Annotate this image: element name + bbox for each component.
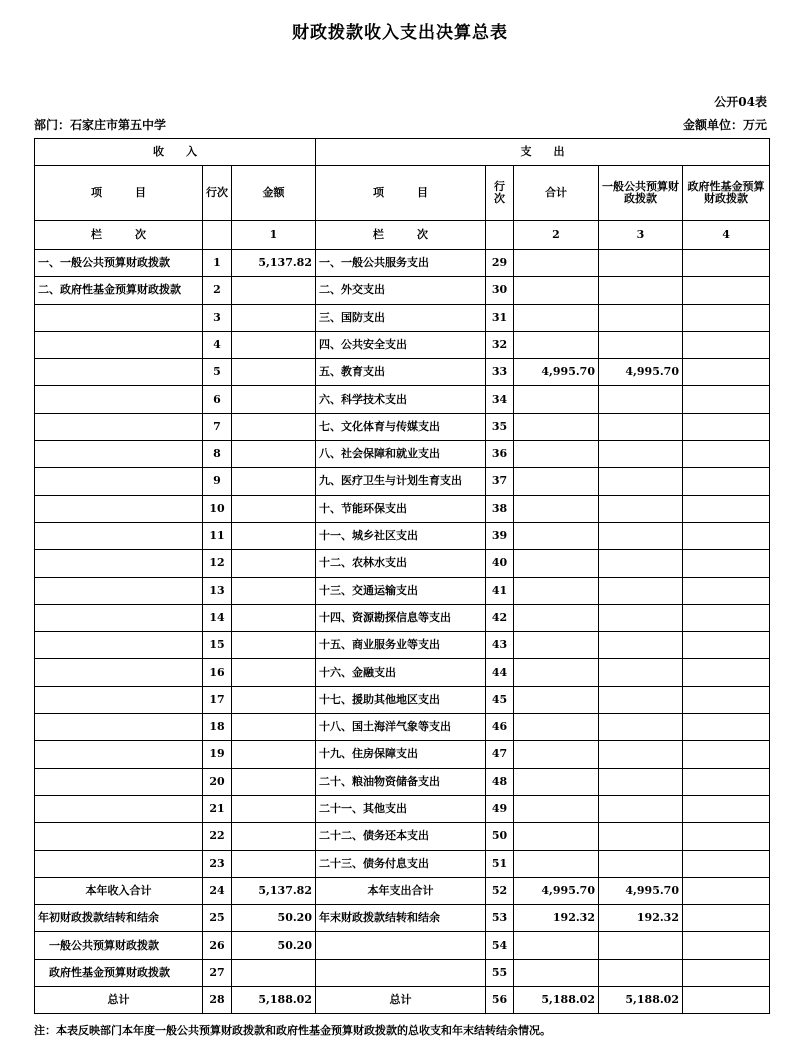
general-budget-amount-cell — [599, 795, 683, 822]
general-budget-amount-cell: 4,995.70 — [599, 877, 683, 904]
table-row — [35, 877, 770, 904]
table-row — [35, 522, 770, 549]
income-line-no-cell: 21 — [203, 795, 232, 822]
table-row — [35, 932, 770, 959]
expenditure-total-cell — [514, 741, 599, 768]
income-line-no-cell: 3 — [203, 304, 232, 331]
expenditure-item-cell: 本年支出合计 — [316, 877, 486, 904]
expenditure-line-no-cell: 42 — [486, 604, 514, 631]
gov-fund-amount-cell — [683, 741, 770, 768]
expenditure-item-header: 项 目 — [316, 166, 486, 221]
income-amount-cell — [232, 659, 316, 686]
table-row — [35, 250, 770, 277]
income-item-cell — [35, 359, 203, 386]
income-item-cell — [35, 304, 203, 331]
expenditure-total-cell — [514, 495, 599, 522]
general-budget-header: 一般公共预算财政拨款 — [599, 166, 683, 221]
general-budget-amount-cell — [599, 250, 683, 277]
general-budget-amount-cell — [599, 604, 683, 631]
income-amount-cell — [232, 741, 316, 768]
gov-fund-amount-cell — [683, 359, 770, 386]
expenditure-line-no-cell: 52 — [486, 877, 514, 904]
income-item-cell — [35, 823, 203, 850]
table-row — [35, 413, 770, 440]
expenditure-line-no-cell: 55 — [486, 959, 514, 986]
income-line-no-cell: 9 — [203, 468, 232, 495]
expenditure-line-no-cell: 30 — [486, 277, 514, 304]
gov-fund-amount-cell — [683, 932, 770, 959]
income-line-no-cell: 14 — [203, 604, 232, 631]
expenditure-line-no-cell: 35 — [486, 413, 514, 440]
form-code: 公开04表 — [714, 95, 767, 109]
income-item-cell: 总计 — [35, 987, 203, 1014]
income-amount-cell — [232, 468, 316, 495]
income-item-cell: 二、政府性基金预算财政拨款 — [35, 277, 203, 304]
gov-fund-amount-cell — [683, 850, 770, 877]
general-budget-amount-cell — [599, 659, 683, 686]
expenditure-total-cell — [514, 550, 599, 577]
income-item-cell — [35, 632, 203, 659]
income-line-no-cell: 19 — [203, 741, 232, 768]
expenditure-item-cell: 十八、国土海洋气象等支出 — [316, 714, 486, 741]
expenditure-line-no-cell: 54 — [486, 932, 514, 959]
expenditure-total-cell — [514, 277, 599, 304]
expenditure-line-no-cell: 48 — [486, 768, 514, 795]
general-budget-amount-cell — [599, 304, 683, 331]
income-amount-cell: 5,137.82 — [232, 877, 316, 904]
income-line-no-cell: 15 — [203, 632, 232, 659]
income-amount-cell — [232, 359, 316, 386]
expenditure-total-cell: 5,188.02 — [514, 987, 599, 1014]
table-row — [35, 604, 770, 631]
income-amount-cell — [232, 604, 316, 631]
report-title: 财政拨款收入支出决算总表 — [292, 23, 508, 43]
expenditure-item-cell: 二、外交支出 — [316, 277, 486, 304]
table-row — [35, 550, 770, 577]
column-number-3: 3 — [599, 221, 683, 250]
income-amount-cell — [232, 795, 316, 822]
income-item-cell — [35, 331, 203, 358]
income-line-no-cell: 12 — [203, 550, 232, 577]
expenditure-total-cell — [514, 659, 599, 686]
income-item-cell — [35, 850, 203, 877]
income-line-no-cell: 24 — [203, 877, 232, 904]
table-row — [35, 441, 770, 468]
income-line-no-cell: 1 — [203, 250, 232, 277]
table-row — [35, 304, 770, 331]
general-budget-amount-cell — [599, 959, 683, 986]
expenditure-line-no-cell: 37 — [486, 468, 514, 495]
general-budget-amount-cell — [599, 550, 683, 577]
income-amount-cell — [232, 441, 316, 468]
expenditure-total-cell — [514, 250, 599, 277]
table-row — [35, 795, 770, 822]
income-line-no-cell: 20 — [203, 768, 232, 795]
expenditure-item-cell — [316, 932, 486, 959]
expenditure-item-cell: 五、教育支出 — [316, 359, 486, 386]
income-line-no-cell: 27 — [203, 959, 232, 986]
gov-fund-amount-cell — [683, 550, 770, 577]
expenditure-line-no-cell: 33 — [486, 359, 514, 386]
expenditure-item-cell: 十六、金融支出 — [316, 659, 486, 686]
gov-fund-amount-cell — [683, 604, 770, 631]
gov-fund-amount-cell — [683, 795, 770, 822]
income-amount-cell — [232, 304, 316, 331]
income-line-no-cell: 18 — [203, 714, 232, 741]
gov-fund-amount-cell — [683, 823, 770, 850]
income-amount-cell — [232, 959, 316, 986]
income-item-cell — [35, 441, 203, 468]
income-amount-cell — [232, 577, 316, 604]
empty-cell — [486, 221, 514, 250]
general-budget-amount-cell — [599, 577, 683, 604]
income-line-no-cell: 22 — [203, 823, 232, 850]
income-item-cell: 本年收入合计 — [35, 877, 203, 904]
gov-fund-amount-cell — [683, 714, 770, 741]
general-budget-amount-cell — [599, 495, 683, 522]
expenditure-total-cell — [514, 413, 599, 440]
expenditure-line-no-cell: 43 — [486, 632, 514, 659]
fiscal-summary-table — [34, 138, 770, 1014]
income-item-cell — [35, 604, 203, 631]
expenditure-column-label: 栏 次 — [316, 221, 486, 250]
general-budget-amount-cell — [599, 768, 683, 795]
income-line-no-cell: 17 — [203, 686, 232, 713]
expenditure-line-no-cell: 51 — [486, 850, 514, 877]
table-row — [35, 359, 770, 386]
expenditure-total-cell — [514, 304, 599, 331]
table-row — [35, 987, 770, 1014]
header-row-column-numbers — [35, 221, 770, 250]
expenditure-section-header: 支 出 — [316, 139, 770, 166]
amount-unit-label: 金额单位：万元 — [682, 118, 767, 132]
gov-fund-amount-cell — [683, 659, 770, 686]
expenditure-total-cell — [514, 441, 599, 468]
income-item-cell: 年初财政拨款结转和结余 — [35, 905, 203, 932]
table-row — [35, 632, 770, 659]
income-amount-cell — [232, 714, 316, 741]
expenditure-total-cell — [514, 795, 599, 822]
gov-fund-amount-cell — [683, 413, 770, 440]
expenditure-line-no-cell: 40 — [486, 550, 514, 577]
total-header: 合计 — [514, 166, 599, 221]
expenditure-line-header: 行次 — [486, 166, 514, 221]
gov-fund-amount-cell — [683, 331, 770, 358]
income-amount-cell — [232, 413, 316, 440]
department-label: 部门：石家庄市第五中学 — [34, 118, 167, 132]
expenditure-total-cell — [514, 604, 599, 631]
expenditure-line-no-cell: 36 — [486, 441, 514, 468]
expenditure-total-cell: 4,995.70 — [514, 359, 599, 386]
income-item-cell — [35, 468, 203, 495]
column-number-2: 2 — [514, 221, 599, 250]
footnote: 注：本表反映部门本年度一般公共预算财政拨款和政府性基金预算财政拨款的总收支和年末结转结余情况。 — [34, 1024, 551, 1037]
general-budget-amount-cell — [599, 331, 683, 358]
gov-fund-amount-cell — [683, 577, 770, 604]
expenditure-item-cell: 十四、资源勘探信息等支出 — [316, 604, 486, 631]
gov-fund-amount-cell — [683, 304, 770, 331]
empty-cell — [203, 221, 232, 250]
expenditure-total-cell — [514, 823, 599, 850]
expenditure-item-cell: 六、科学技术支出 — [316, 386, 486, 413]
gov-fund-amount-cell — [683, 468, 770, 495]
general-budget-amount-cell — [599, 632, 683, 659]
expenditure-line-no-cell: 56 — [486, 987, 514, 1014]
expenditure-item-cell — [316, 959, 486, 986]
expenditure-total-cell — [514, 959, 599, 986]
income-amount-cell — [232, 386, 316, 413]
table-row — [35, 686, 770, 713]
income-item-header: 项 目 — [35, 166, 203, 221]
expenditure-total-cell — [514, 932, 599, 959]
income-item-cell: 政府性基金预算财政拨款 — [35, 959, 203, 986]
income-section-header: 收 入 — [35, 139, 316, 166]
general-budget-amount-cell — [599, 277, 683, 304]
income-amount-cell — [232, 686, 316, 713]
income-line-no-cell: 5 — [203, 359, 232, 386]
table-row — [35, 850, 770, 877]
expenditure-item-cell: 二十、粮油物资储备支出 — [316, 768, 486, 795]
expenditure-item-cell: 十九、住房保障支出 — [316, 741, 486, 768]
expenditure-line-no-cell: 50 — [486, 823, 514, 850]
income-line-no-cell: 28 — [203, 987, 232, 1014]
general-budget-amount-cell — [599, 823, 683, 850]
expenditure-total-cell — [514, 386, 599, 413]
expenditure-total-cell — [514, 468, 599, 495]
expenditure-item-cell: 三、国防支出 — [316, 304, 486, 331]
income-item-cell — [35, 495, 203, 522]
header-row-sections — [35, 139, 770, 166]
expenditure-line-no-cell: 49 — [486, 795, 514, 822]
expenditure-total-cell — [514, 850, 599, 877]
table-row — [35, 659, 770, 686]
expenditure-line-no-cell: 38 — [486, 495, 514, 522]
expenditure-line-no-cell: 39 — [486, 522, 514, 549]
income-item-cell — [35, 741, 203, 768]
expenditure-total-cell: 4,995.70 — [514, 877, 599, 904]
expenditure-item-cell: 七、文化体育与传媒支出 — [316, 413, 486, 440]
income-column-label: 栏 次 — [35, 221, 203, 250]
income-line-no-cell: 13 — [203, 577, 232, 604]
expenditure-item-cell: 十一、城乡社区支出 — [316, 522, 486, 549]
general-budget-amount-cell — [599, 413, 683, 440]
income-line-no-cell: 25 — [203, 905, 232, 932]
income-line-no-cell: 11 — [203, 522, 232, 549]
expenditure-line-no-cell: 46 — [486, 714, 514, 741]
table-row — [35, 714, 770, 741]
general-budget-amount-cell — [599, 441, 683, 468]
gov-fund-amount-cell — [683, 877, 770, 904]
expenditure-item-cell: 二十二、债务还本支出 — [316, 823, 486, 850]
general-budget-amount-cell — [599, 714, 683, 741]
income-line-no-cell: 6 — [203, 386, 232, 413]
gov-fund-amount-cell — [683, 495, 770, 522]
expenditure-total-cell — [514, 577, 599, 604]
expenditure-item-cell: 二十三、债务付息支出 — [316, 850, 486, 877]
expenditure-item-cell: 九、医疗卫生与计划生育支出 — [316, 468, 486, 495]
general-budget-amount-cell: 4,995.70 — [599, 359, 683, 386]
table-row — [35, 277, 770, 304]
income-amount-cell — [232, 632, 316, 659]
gov-fund-amount-cell — [683, 686, 770, 713]
gov-fund-amount-cell — [683, 250, 770, 277]
income-item-cell — [35, 659, 203, 686]
income-line-header: 行次 — [203, 166, 232, 221]
expenditure-item-cell: 四、公共安全支出 — [316, 331, 486, 358]
gov-fund-amount-cell — [683, 768, 770, 795]
expenditure-total-cell: 192.32 — [514, 905, 599, 932]
income-item-cell — [35, 550, 203, 577]
expenditure-total-cell — [514, 522, 599, 549]
gov-fund-amount-cell — [683, 277, 770, 304]
income-amount-cell: 50.20 — [232, 905, 316, 932]
table-row — [35, 768, 770, 795]
header-row-columns — [35, 166, 770, 221]
table-row — [35, 959, 770, 986]
expenditure-line-no-cell: 47 — [486, 741, 514, 768]
income-item-cell: 一般公共预算财政拨款 — [35, 932, 203, 959]
table-row — [35, 468, 770, 495]
income-item-cell — [35, 577, 203, 604]
table-row — [35, 905, 770, 932]
income-amount-cell: 5,137.82 — [232, 250, 316, 277]
income-line-no-cell: 10 — [203, 495, 232, 522]
general-budget-amount-cell — [599, 468, 683, 495]
income-line-no-cell: 26 — [203, 932, 232, 959]
expenditure-item-cell: 十二、农林水支出 — [316, 550, 486, 577]
expenditure-total-cell — [514, 331, 599, 358]
income-item-cell — [35, 686, 203, 713]
expenditure-line-no-cell: 53 — [486, 905, 514, 932]
general-budget-amount-cell — [599, 741, 683, 768]
income-amount-cell — [232, 522, 316, 549]
income-item-cell — [35, 413, 203, 440]
general-budget-amount-cell — [599, 522, 683, 549]
income-amount-cell: 5,188.02 — [232, 987, 316, 1014]
expenditure-line-no-cell: 41 — [486, 577, 514, 604]
income-amount-cell — [232, 277, 316, 304]
income-amount-cell — [232, 495, 316, 522]
gov-fund-amount-cell — [683, 522, 770, 549]
general-budget-amount-cell: 192.32 — [599, 905, 683, 932]
income-line-no-cell: 16 — [203, 659, 232, 686]
income-line-no-cell: 2 — [203, 277, 232, 304]
column-number-1: 1 — [232, 221, 316, 250]
column-number-4: 4 — [683, 221, 770, 250]
income-item-cell: 一、一般公共预算财政拨款 — [35, 250, 203, 277]
income-item-cell — [35, 768, 203, 795]
income-item-cell — [35, 795, 203, 822]
income-line-no-cell: 23 — [203, 850, 232, 877]
income-amount-cell — [232, 850, 316, 877]
general-budget-amount-cell — [599, 850, 683, 877]
table-row — [35, 386, 770, 413]
income-item-cell — [35, 386, 203, 413]
expenditure-item-cell: 八、社会保障和就业支出 — [316, 441, 486, 468]
expenditure-item-cell: 十、节能环保支出 — [316, 495, 486, 522]
gov-fund-amount-cell — [683, 441, 770, 468]
expenditure-item-cell: 年末财政拨款结转和结余 — [316, 905, 486, 932]
expenditure-total-cell — [514, 714, 599, 741]
expenditure-total-cell — [514, 686, 599, 713]
expenditure-item-cell: 十三、交通运输支出 — [316, 577, 486, 604]
expenditure-line-no-cell: 32 — [486, 331, 514, 358]
general-budget-amount-cell: 5,188.02 — [599, 987, 683, 1014]
income-amount-cell — [232, 550, 316, 577]
income-amount-header: 金额 — [232, 166, 316, 221]
expenditure-total-cell — [514, 768, 599, 795]
expenditure-line-no-cell: 34 — [486, 386, 514, 413]
income-item-cell — [35, 522, 203, 549]
expenditure-item-cell: 总计 — [316, 987, 486, 1014]
expenditure-item-cell: 一、一般公共服务支出 — [316, 250, 486, 277]
table-row — [35, 823, 770, 850]
income-line-no-cell: 4 — [203, 331, 232, 358]
general-budget-amount-cell — [599, 686, 683, 713]
general-budget-amount-cell — [599, 932, 683, 959]
expenditure-item-cell: 二十一、其他支出 — [316, 795, 486, 822]
expenditure-line-no-cell: 31 — [486, 304, 514, 331]
income-amount-cell: 50.20 — [232, 932, 316, 959]
income-line-no-cell: 8 — [203, 441, 232, 468]
income-amount-cell — [232, 823, 316, 850]
expenditure-line-no-cell: 44 — [486, 659, 514, 686]
table-row — [35, 577, 770, 604]
expenditure-line-no-cell: 29 — [486, 250, 514, 277]
gov-fund-amount-cell — [683, 905, 770, 932]
income-item-cell — [35, 714, 203, 741]
expenditure-item-cell: 十五、商业服务业等支出 — [316, 632, 486, 659]
expenditure-item-cell: 十七、援助其他地区支出 — [316, 686, 486, 713]
table-row — [35, 741, 770, 768]
expenditure-total-cell — [514, 632, 599, 659]
general-budget-amount-cell — [599, 386, 683, 413]
income-line-no-cell: 7 — [203, 413, 232, 440]
gov-fund-budget-header: 政府性基金预算财政拨款 — [683, 166, 770, 221]
table-row — [35, 331, 770, 358]
income-amount-cell — [232, 331, 316, 358]
gov-fund-amount-cell — [683, 386, 770, 413]
table-row — [35, 495, 770, 522]
gov-fund-amount-cell — [683, 632, 770, 659]
gov-fund-amount-cell — [683, 959, 770, 986]
gov-fund-amount-cell — [683, 987, 770, 1014]
income-amount-cell — [232, 768, 316, 795]
expenditure-line-no-cell: 45 — [486, 686, 514, 713]
